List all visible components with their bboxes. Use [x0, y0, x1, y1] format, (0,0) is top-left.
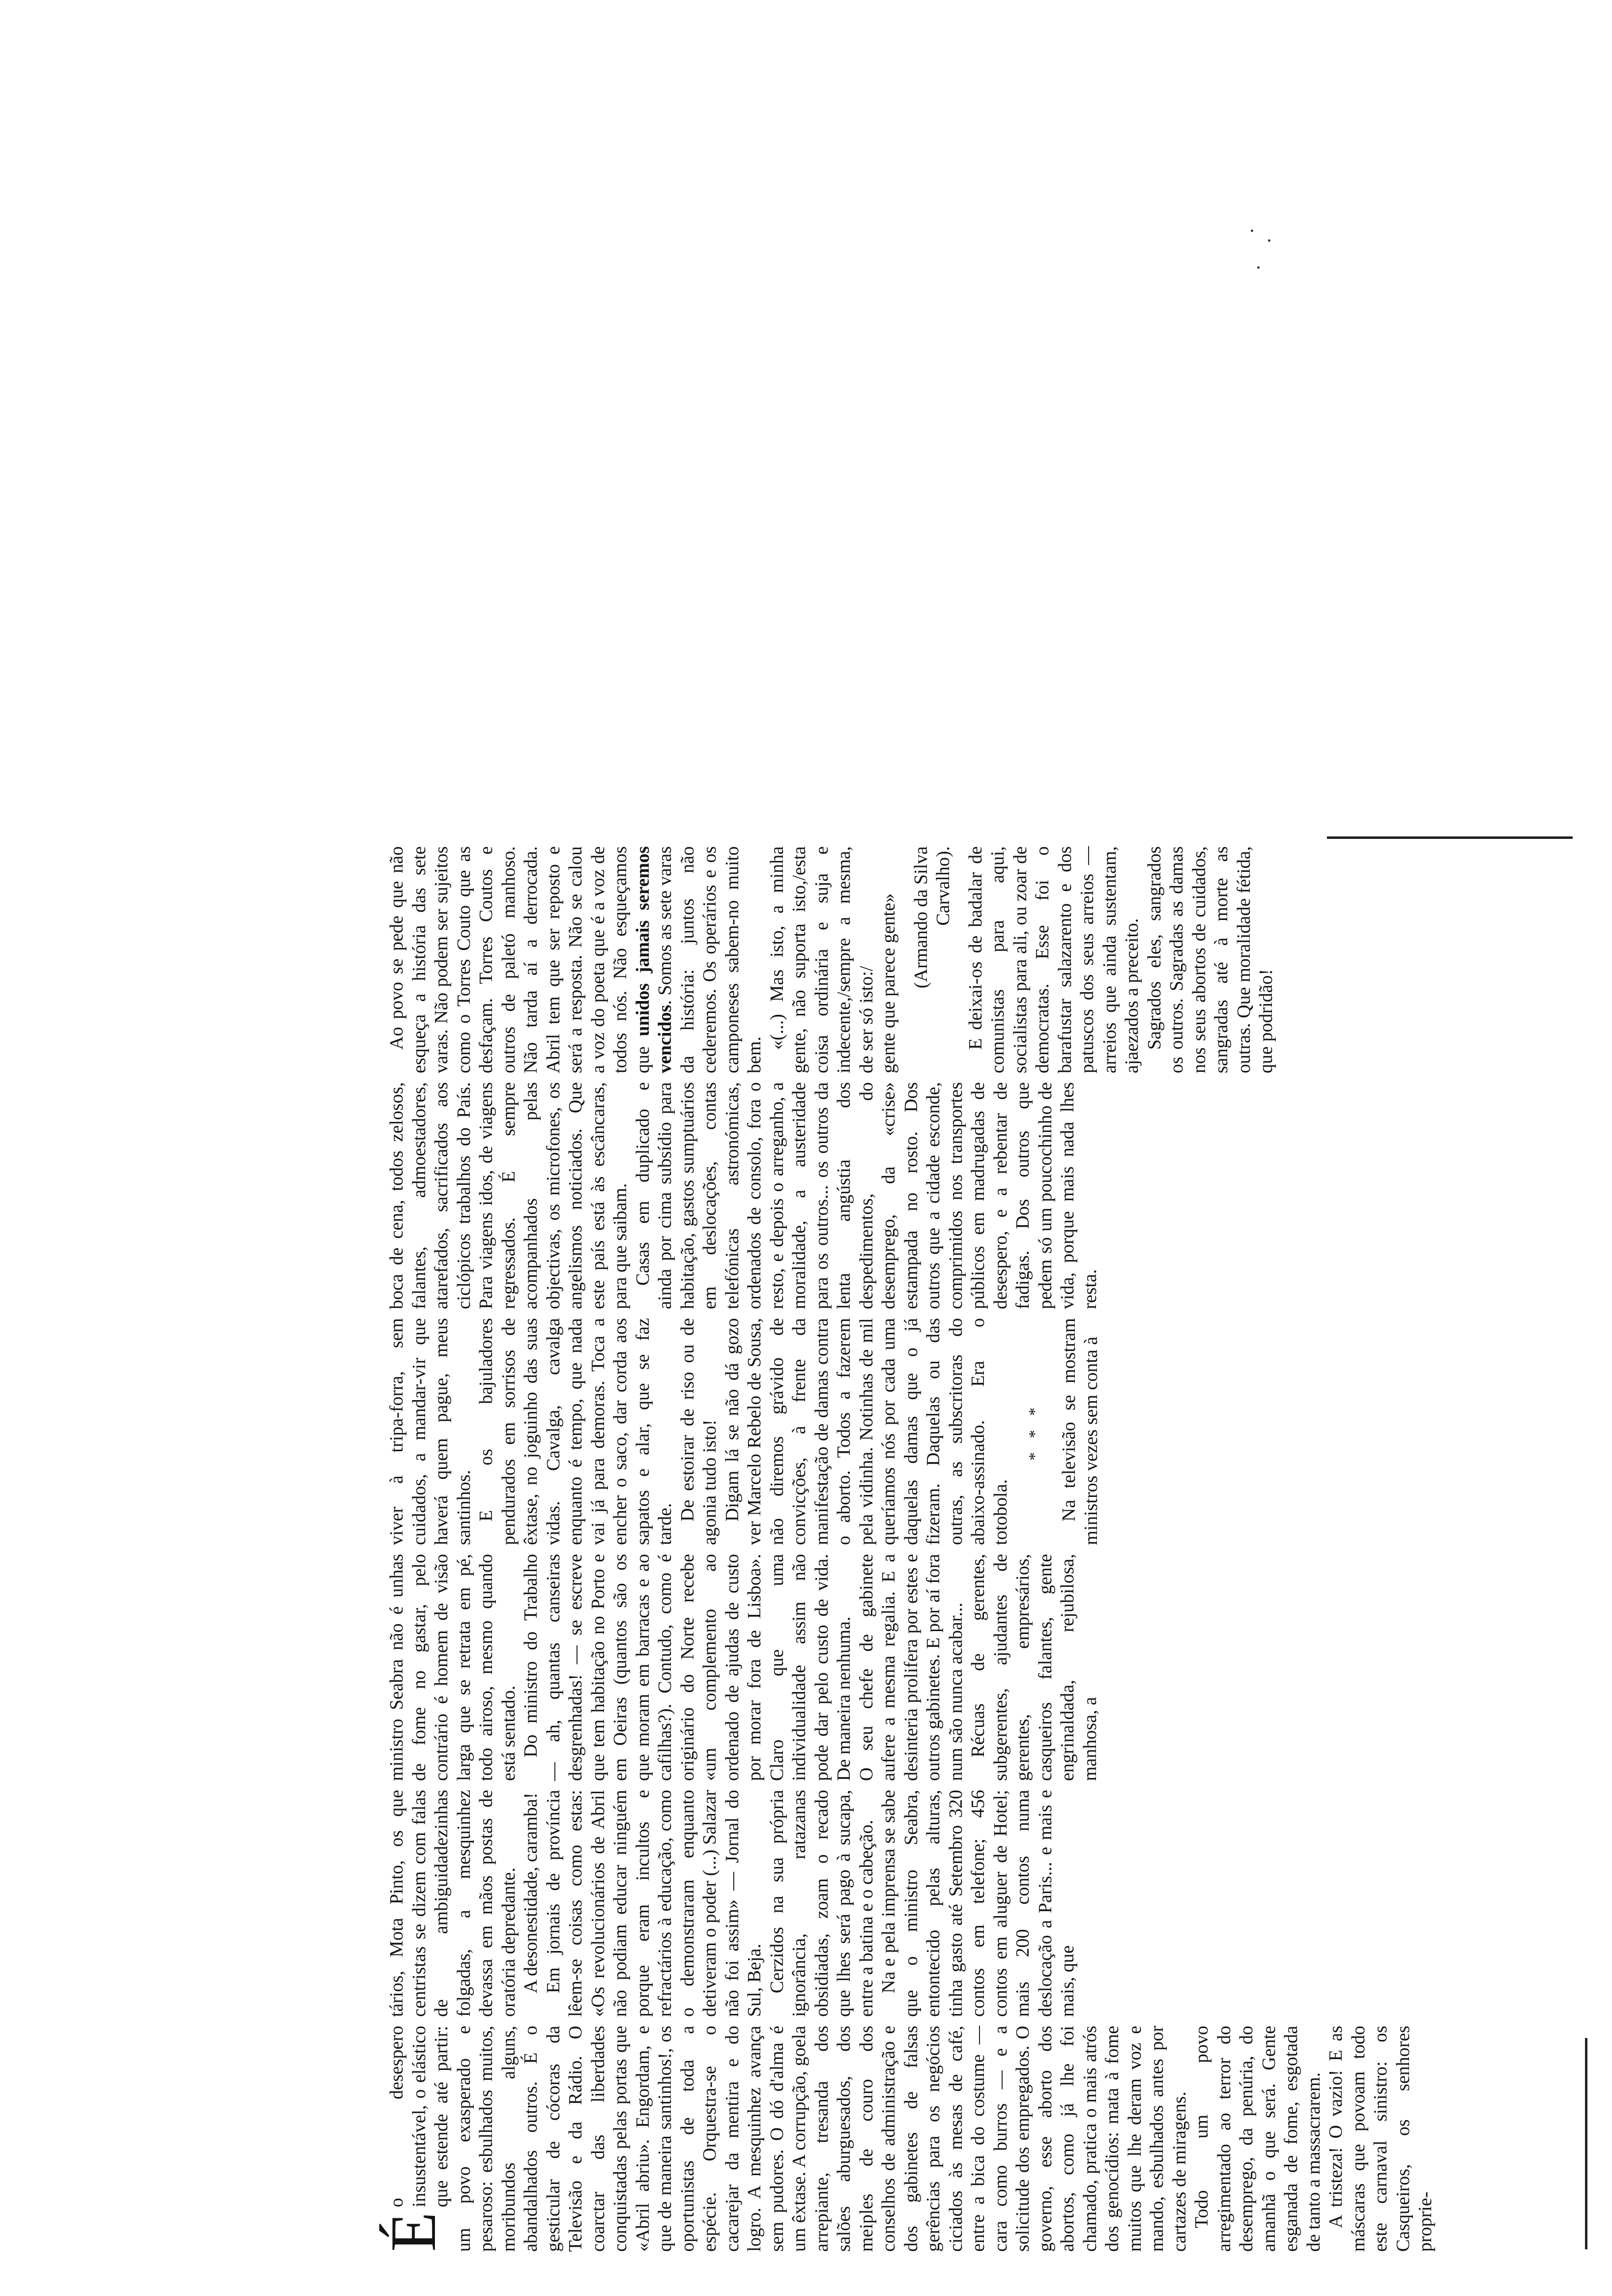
print-mark: [1268, 239, 1270, 242]
paragraph: viver à tripa-forra, sem cuidados, a mandar-vir que haverá quem pague, meus santinhos.: [386, 1318, 474, 1545]
article-column-5: [386, 1082, 1575, 1309]
print-mark: [1251, 230, 1253, 232]
paragraph: tários, Mota Pinto, os que centristas se dizem com falas de ambiguidadezinhas folgadas, a mesquinhez devassa em mãos postas de oratória depredante.: [386, 1790, 519, 2017]
paragraph: Em jornais de província lêem-se coisas como estas: «Os revolucionários de Abril não podiam educar ninguém porque eram incultos e refractários à educação, como o demonstraram enquanto detiveram o poder (...) Salazar não foi assim» — Jornal do Sul, Beja.: [543, 1790, 765, 2017]
article-column-4: [386, 1318, 1575, 1545]
paragraph: O seu chefe de gabinete aufere a mesma regalia. E a desinteria prolifera por estes e outros gabinetes. E por aí fora num são nunca acabar...: [856, 1554, 966, 1781]
paragraph: [377, 2026, 1191, 2252]
paragraph: boca de cena, todos zelosos, falantes, admoestadores, atarefados, sacrificados aos ciclópicos trabalhos do País. Para viagens idos, de viagens regressados. É sempre acompanhados pelas objectivas, os microfones, os angelismos noticiados. Que este país está às escâncaras, para que saibam.: [386, 1082, 631, 1309]
print-mark: [1257, 266, 1260, 269]
paragraph: Todo um povo arregimentado ao terror do desemprego, da penúria, do amanhã o que será. Gente esganada de fome, esgotada de tanto a massacrarem.: [1191, 2026, 1324, 2252]
paragraph: Sagrados eles, sangrados os outros. Sagradas as damas nos seus abortos de cuidados, sangradas até à morte as outras. Que moralidade fétida, que podridão!: [1144, 846, 1276, 1073]
text-run: Ao povo se pede que não esqueça a história das sete varas. Não podem ser sujeitos como o Torres Couto que as desfaçam. Torres Coutos e outros de paletó manhoso. Não tarda aí a derrocada. Abril tem que ser reposto e será a resposta. Não se calou a voz do poeta que é a voz de todos nós. Não esqueçamos que: [386, 846, 653, 1073]
paragraph: Na televisão se mostram ministros vezes sem conta à: [1058, 1318, 1101, 1545]
paragraph: Cerzidos na sua própria ignorância, ratazanas obsidiadas, zoam o recado que lhes será pago à sucapa, entre a batina e o cabeção.: [766, 1790, 877, 2017]
quotation: «(...) Mas isto, a minha gente, não suporta isto,/esta coisa ordinária e suja e indecente,/sempre a mesma, de ser só isto:/: [766, 846, 877, 1073]
paragraph: De estoirar de riso ou de agonia tudo isto!: [677, 1318, 720, 1545]
drop-cap: É: [377, 2212, 449, 2252]
paragraph: ministro Seabra não é unhas de fome no gastar, pelo contrário é homem de visão larga que se retrata em pé, todo airoso, mesmo quando está sentado.: [386, 1554, 519, 1781]
paragraph: Casas em duplicado e ainda por cima subsídio para habitação, gastos sumptuários em deslocações, contas telefónicas astronómicas, ordenados de consolo, fora o resto, e depois o arreganho, a moralidade, a austeridade para os outros... os outros da lenta angústia dos despedimentos, do desemprego, da «crise» estampada no rosto. Dos outros que a cidade esconde, comprimidos nos transportes públicos em madrugadas de desespero, e a rebentar de fadigas. Dos outros que pedem só um poucochinho de vida, porque mais nada lhes resta.: [632, 1082, 1100, 1309]
paragraph: A tristeza! O vazio! E as máscaras que povoam todo este carnaval sinistro: os Casqueiros, os senhores proprie-: [1325, 2026, 1436, 2252]
end-rule: [1327, 836, 1573, 839]
text-run: . Somos as sete varas da história: juntos não cederemos. Os operários e os camponeses sabem-no muito bem.: [655, 846, 765, 1073]
quotation-author: (Armando da Silva Carvalho).: [910, 846, 953, 989]
paragraph: E os bajuladores pendurados em sorrisos de êxtase, no joguinho das suas vidas. Cavalga, cavalga enquanto é tempo, que nada vai já para demoras. Toca a encher o saco, dar corda aos sapatos e alar, que se faz tarde.: [476, 1318, 675, 1545]
paragraph: Do ministro do Trabalho — ah, quantas canseiras desgrenhadas! — se escreve que tem habitação no Porto e em Oeiras (quantos são os que moram em barracas e ao cafilhas?). Contudo, como é originário do Norte recebe «um complemento ao ordenado de ajudas de custo por morar fora de Lisboa». Claro que uma individualidade assim não pode dar pelo custo de vida. De maneira nenhuma.: [520, 1554, 854, 1781]
paragraph: Na e pela imprensa se sabe que o ministro Seabra, entontecido pelas alturas, tinha gasto até Setembro 320 contos em telefone; 456 contos em aluguer de Hotel; mais 200 contos numa deslocação a Paris... e mais e mais, que: [878, 1790, 1078, 2017]
article-column-2: [386, 1790, 1575, 2017]
paragraph: Récuas de gerentes, subgerentes, ajudantes de gerentes, empresários, casqueiros falantes, gente engrinaldada, rejubilosa, manhosa, a: [968, 1554, 1100, 1781]
intro-text: o desespero insustentável, o elástico que estende até partir: um povo exasperado e pesaroso: esbulhados muitos, moribundos alguns, abandalhados outros. É o gesticular de cócoras da Televisão e da Rádio. O coarctar das liberdades conquistadas pelas portas que «Abril abriu». Engordam, e que de maneira santinhos!, os oportunistas de toda a espécie. Orquestra-se o cacarejar da mentira e do logro. A mesquinhez avança sem pudores. O dó d'alma é um êxtase. A corrupção, goela arrepiante, tresanda dos salões aburguesados, dos meiples de couro dos conselhos de administração e dos gabinetes de falsas gerências para os negócios ciciados às mesas de café, entre a bica do costume — cara como burros — e a solicitude dos empregados. O governo, esse aborto dos abortos, como já lhe foi chamado, pratica o mais atrós dos genocídios: mata à fome muitos que lhe deram voz e mando, esbulhados antes por cartazes de miragens.: [386, 2026, 1190, 2252]
emphasis-text: unidos jamais seremos vencidos: [632, 846, 675, 1073]
section-separator: * * *: [1026, 1403, 1044, 1461]
article-column-3: [386, 1554, 1575, 1781]
column-rule: [1585, 2038, 1587, 2249]
paragraph: A desonestidade, caramba!: [520, 1792, 541, 1993]
paragraph: [386, 846, 766, 1073]
quotation-end: gente que parece gente»: [878, 893, 899, 1073]
paragraph: Digam lá se não dá gozo ver Marcelo Rebelo de Sousa, não diremos grávido de convicções, à frente da manifestação de damas contra o aborto. Todos a fazerem pela vidinha. Notinhas de mil queríamos nós por cada uma daquelas damas que o já fizeram. Daquelas ou das outras, as subscritoras do abaixo-assinado. Era o totobola.: [721, 1318, 1011, 1545]
paragraph: E deixai-os de badalar de comunistas para aqui, socialistas para ali, ou zoar de democratas. Esse foi o barafustar salazarento e dos patuscos dos seus arreios — arreios que ainda sustentam, ajaezados a preceito.: [965, 846, 1142, 1073]
article-column-1: [377, 2026, 1575, 2252]
article-column-6: [386, 846, 1575, 1073]
